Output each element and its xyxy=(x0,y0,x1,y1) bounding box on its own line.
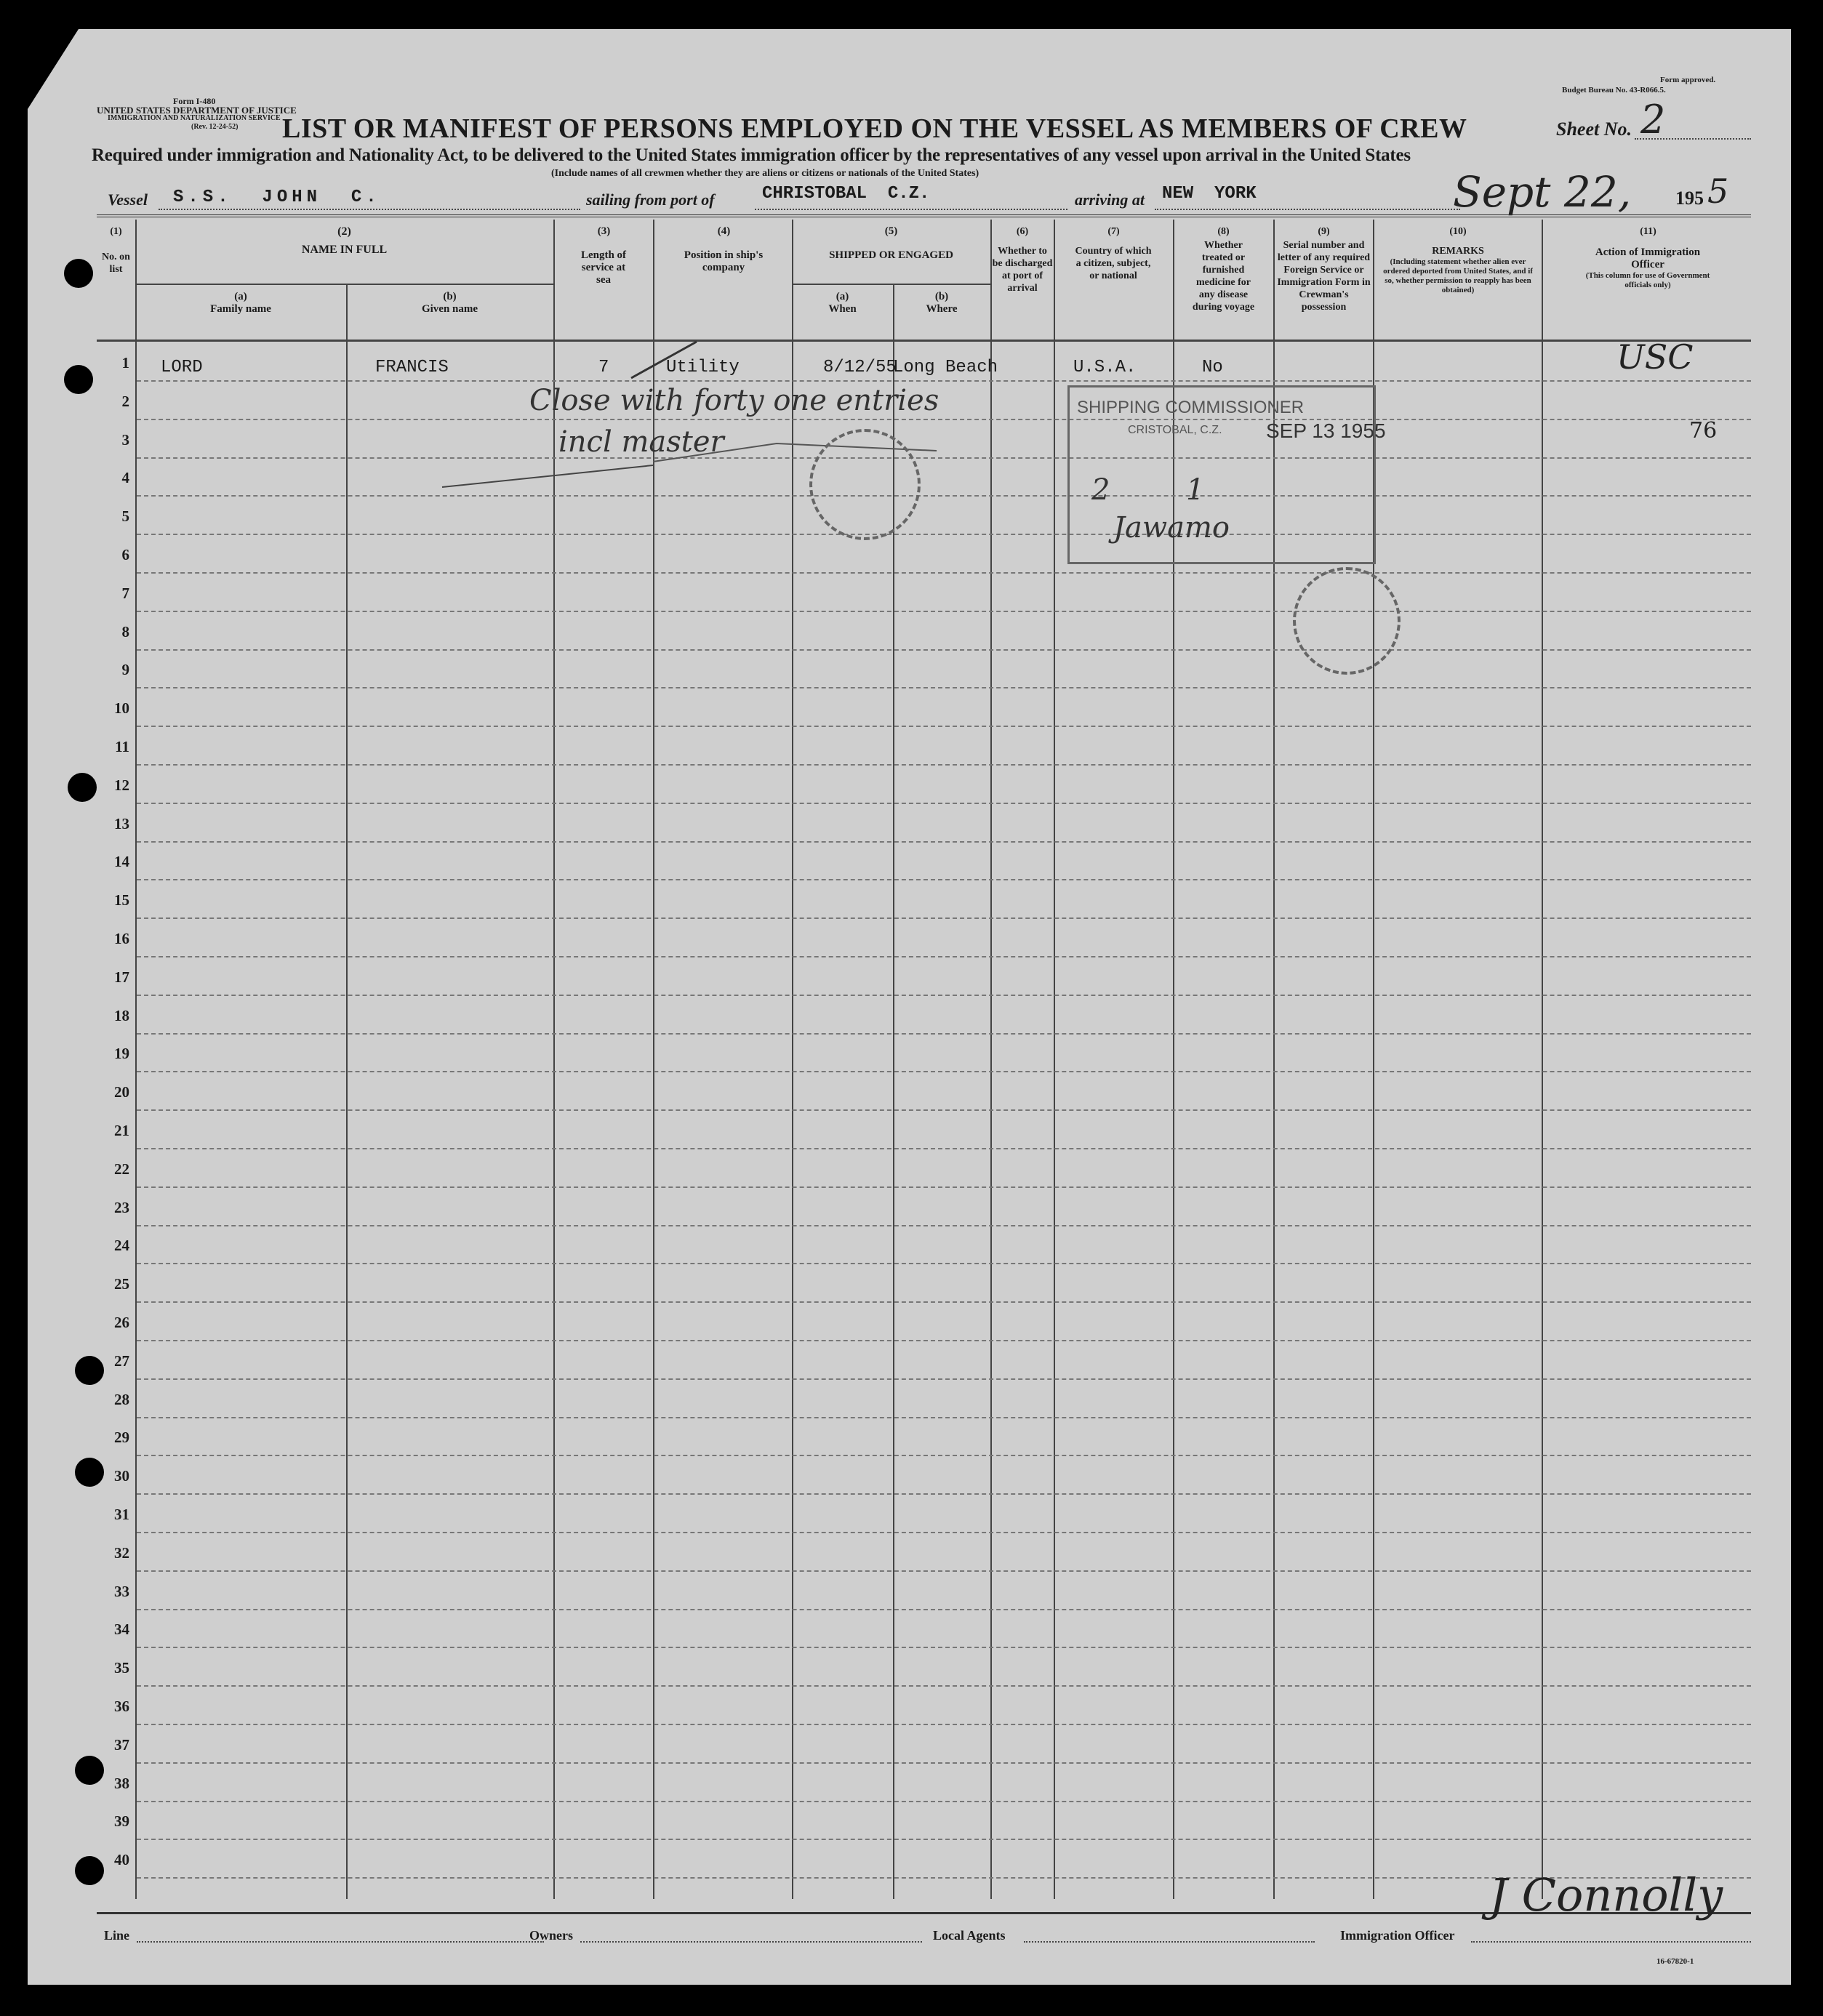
footer-line-field xyxy=(137,1941,544,1943)
row-number: 10 xyxy=(114,699,129,718)
col7-header: (7) Country of which a citizen, subject, or national xyxy=(1075,226,1152,281)
row-line xyxy=(137,1839,1751,1840)
row-number: 33 xyxy=(114,1582,129,1600)
row-number: 28 xyxy=(114,1390,129,1408)
footer-agents-label: Local Agents xyxy=(933,1928,1006,1943)
row-line xyxy=(137,879,1751,880)
col1-header: (1) No. on list xyxy=(102,226,130,275)
row-line xyxy=(137,1570,1751,1572)
col3-header: (3) Length of service at sea xyxy=(580,225,627,286)
col2b-header: (b) Given name xyxy=(421,291,478,315)
year-prefix: 195 xyxy=(1675,188,1704,209)
row-line xyxy=(137,1263,1751,1264)
port-of-departure: CHRISTOBAL C.Z. xyxy=(762,184,930,204)
row-line xyxy=(137,1340,1751,1341)
footer-officer-field xyxy=(1471,1941,1751,1943)
row-number: 2 xyxy=(121,392,129,410)
row-number: 36 xyxy=(114,1698,129,1715)
row-number: 25 xyxy=(114,1275,129,1293)
row-number: 12 xyxy=(114,776,129,794)
name-sub-rule xyxy=(135,284,553,285)
form-approved: Form approved. xyxy=(1660,76,1716,84)
row-line xyxy=(137,1186,1751,1188)
round-seal-stamp xyxy=(809,429,921,540)
row-line xyxy=(137,1609,1751,1610)
form-subtitle: Required under immigration and Nationality Act, to be delivered to the United States immigration officer by the representatives of any vessel upon arrival in the United States xyxy=(92,145,1411,165)
arriving-at-label: arriving at xyxy=(1075,190,1145,209)
shipped-sub-rule xyxy=(792,284,990,285)
col10-header: (10) REMARKS (Including statement whether alien ever ordered deported from United States, and if so, whether permission to reapply has been obtained) xyxy=(1383,226,1533,294)
row-line xyxy=(137,495,1751,497)
vessel-name: S.S. JOHN C. xyxy=(173,188,381,207)
punch-hole xyxy=(64,365,93,394)
vessel-label: Vessel xyxy=(108,190,148,209)
row1-service-length: 7 xyxy=(598,358,609,377)
form-subnote: (Include names of all crewmen whether they are aliens or citizens or nationals of the United States) xyxy=(551,168,979,179)
col11-header: (11) Action of Immigration Officer (This column for use of Government officials only) xyxy=(1585,226,1710,289)
row-number: 32 xyxy=(114,1543,129,1562)
folded-corner xyxy=(28,29,79,109)
row-line xyxy=(137,419,1751,420)
row-line xyxy=(137,1301,1751,1303)
punch-hole xyxy=(75,1856,104,1885)
row-number: 8 xyxy=(121,622,129,640)
row-line xyxy=(137,1493,1751,1495)
row1-treated: No xyxy=(1202,358,1223,377)
row-line xyxy=(137,1148,1751,1149)
punch-hole xyxy=(75,1458,104,1487)
form-revision: (Rev. 12-24-52) xyxy=(191,123,239,131)
col6-header: (6) Whether to be discharged at port of arrival xyxy=(992,226,1053,294)
row-number: 39 xyxy=(114,1812,129,1831)
row-line xyxy=(137,1801,1751,1802)
row-line xyxy=(137,1417,1751,1418)
row-line xyxy=(137,1685,1751,1687)
row-line xyxy=(137,841,1751,843)
row-number: 20 xyxy=(114,1083,129,1101)
row-number: 7 xyxy=(121,584,129,602)
row-number: 22 xyxy=(114,1160,129,1178)
service-name: IMMIGRATION AND NATURALIZATION SERVICE xyxy=(108,114,281,122)
row1-position: Utility xyxy=(666,358,740,377)
form-title: LIST OR MANIFEST OF PERSONS EMPLOYED ON THE VESSEL AS MEMBERS OF CREW xyxy=(282,113,1467,144)
row-number: 30 xyxy=(114,1467,129,1485)
row1-given-name: FRANCIS xyxy=(375,358,449,377)
row-line xyxy=(137,1378,1751,1380)
row-line xyxy=(137,649,1751,651)
footer-owners-field xyxy=(580,1941,922,1943)
year-suffix: 5 xyxy=(1707,172,1729,211)
row-number: 35 xyxy=(114,1659,129,1677)
row1-shipped-when: 8/12/55 xyxy=(823,358,897,377)
row-line xyxy=(137,572,1751,574)
row-number: 4 xyxy=(121,469,129,487)
row-number: 6 xyxy=(121,546,129,563)
row-number: 14 xyxy=(114,853,129,871)
round-seal-stamp-2 xyxy=(1293,567,1401,675)
crew-count: 76 xyxy=(1689,418,1718,443)
row1-shipped-where: Long Beach xyxy=(893,358,998,377)
row-line xyxy=(137,1647,1751,1648)
row-number: 38 xyxy=(114,1774,129,1792)
form-number: Form I-480 xyxy=(173,96,216,106)
col2-header: (2) NAME IN FULL xyxy=(301,225,388,256)
department-name: UNITED STATES DEPARTMENT OF JUSTICE xyxy=(97,105,297,116)
closing-note: Close with forty one entries xyxy=(529,384,939,417)
row-number: 3 xyxy=(121,430,129,449)
row-line xyxy=(137,380,1751,382)
row-number: 24 xyxy=(114,1237,129,1255)
shipping-commissioner-stamp: SHIPPING COMMISSIONER CRISTOBAL, C.Z. SEP 13 1955 2 1 Jawamo xyxy=(1067,385,1376,564)
col5b-header: (b) Where xyxy=(926,291,958,315)
row-line xyxy=(137,1225,1751,1226)
row-line xyxy=(137,803,1751,804)
row-number: 1 xyxy=(121,354,129,372)
row-line xyxy=(137,995,1751,996)
arrival-date: Sept 22, xyxy=(1453,167,1632,217)
col5-header: (5) SHIPPED OR ENGAGED xyxy=(829,225,953,261)
row-number: 27 xyxy=(114,1352,129,1370)
vessel-underline xyxy=(159,209,580,210)
row-number: 29 xyxy=(114,1429,129,1447)
col-line xyxy=(346,284,348,1899)
punch-hole xyxy=(68,773,97,802)
row-number: 19 xyxy=(114,1045,129,1063)
row-line xyxy=(137,917,1751,919)
port-underline xyxy=(755,209,1067,210)
row-line xyxy=(137,1033,1751,1035)
row-number: 34 xyxy=(114,1621,129,1639)
row-line xyxy=(137,457,1751,459)
row-number: 9 xyxy=(121,661,129,679)
port-of-arrival: NEW YORK xyxy=(1162,184,1257,204)
row-number: 31 xyxy=(114,1506,129,1523)
sheet-number: 2 xyxy=(1640,97,1666,142)
row-line xyxy=(137,534,1751,535)
row-line xyxy=(137,1071,1751,1072)
row-line xyxy=(137,1762,1751,1764)
row-number: 13 xyxy=(114,814,129,832)
punch-hole xyxy=(64,259,93,288)
row-number: 40 xyxy=(114,1851,129,1869)
row-number: 15 xyxy=(114,891,129,909)
row1-country: U.S.A. xyxy=(1073,358,1137,377)
row-number: 21 xyxy=(114,1122,129,1139)
row-line xyxy=(137,764,1751,766)
footer-line-label: Line xyxy=(104,1928,130,1943)
row1-immigration-action: USC xyxy=(1616,337,1694,377)
punch-hole xyxy=(75,1756,104,1785)
row-line xyxy=(137,611,1751,612)
row-line xyxy=(137,1724,1751,1725)
row-number: 17 xyxy=(114,968,129,986)
punch-hole xyxy=(75,1356,104,1385)
footer-officer-label: Immigration Officer xyxy=(1340,1928,1455,1943)
row-number: 18 xyxy=(114,1006,129,1024)
col8-header: (8) Whether treated or furnished medicine for any disease during voyage xyxy=(1192,226,1255,313)
sheet-underline xyxy=(1635,138,1751,140)
immigration-officer-signature: J Connolly xyxy=(1489,1868,1723,1921)
footer-agents-field xyxy=(1024,1941,1315,1943)
row-number: 37 xyxy=(114,1735,129,1754)
row-number: 23 xyxy=(114,1198,129,1216)
row-line xyxy=(137,687,1751,688)
manifest-sheet xyxy=(28,29,1791,1985)
header-top-rule xyxy=(97,214,1751,217)
row-line xyxy=(137,726,1751,727)
form-code: 16-67820-1 xyxy=(1656,1957,1694,1966)
row1-family-name: LORD xyxy=(161,358,203,377)
col5a-header: (a) When xyxy=(828,291,857,315)
row-line xyxy=(137,1455,1751,1456)
row-line xyxy=(137,1109,1751,1111)
row-number: 16 xyxy=(114,930,129,947)
arrival-underline xyxy=(1155,209,1460,210)
col4-header: (4) Position in ship's company xyxy=(684,225,764,273)
budget-bureau-number: Budget Bureau No. 43-R066.5. xyxy=(1562,86,1666,95)
closing-note-master: incl master xyxy=(558,425,724,459)
row-line xyxy=(137,1532,1751,1533)
row-line xyxy=(137,956,1751,957)
row-number: 5 xyxy=(121,507,129,526)
sailing-from-label: sailing from port of xyxy=(586,190,715,209)
footer-owners-label: Owners xyxy=(529,1928,573,1943)
col2a-header: (a) Family name xyxy=(210,291,271,315)
row-number: 11 xyxy=(115,738,129,755)
sheet-label: Sheet No. xyxy=(1556,119,1632,140)
row-number: 26 xyxy=(114,1314,129,1331)
col9-header: (9) Serial number and letter of any required Foreign Service or Immigration Form in Crewman's possession xyxy=(1277,226,1371,313)
